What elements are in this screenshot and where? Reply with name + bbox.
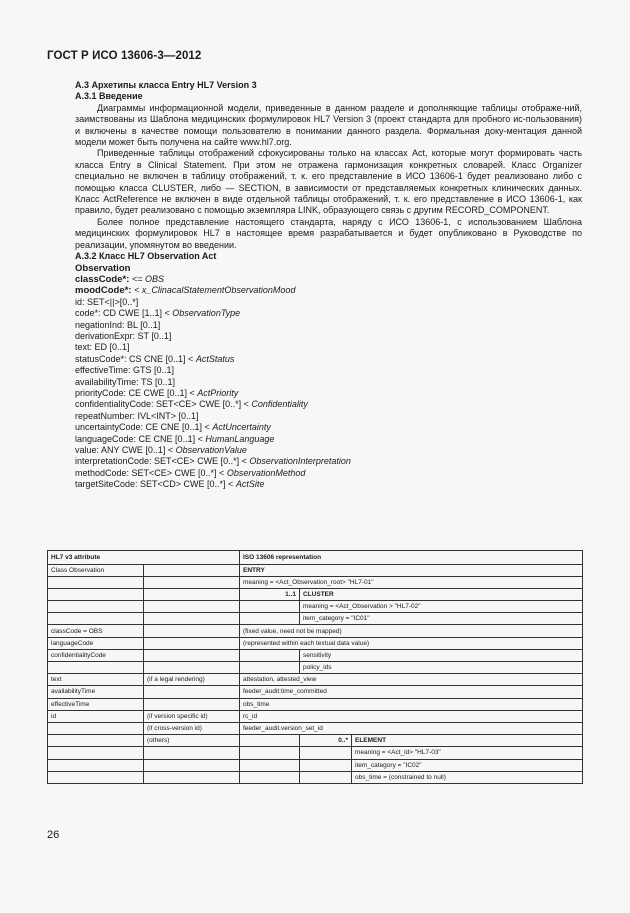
table-cell: 0..*: [300, 735, 352, 747]
table-cell: meaning = <Act_Observation > "HL7-02": [300, 601, 583, 613]
table-row: [48, 637, 583, 649]
table-cell: item_category = "IC02": [352, 759, 583, 771]
table-row: [48, 576, 583, 588]
table-cell: [144, 759, 240, 771]
table-cell: [48, 588, 144, 600]
table-row: [48, 747, 583, 759]
table-header-row: [48, 551, 583, 565]
table-row: [48, 698, 583, 710]
table-row: [48, 735, 583, 747]
table-cell: id: [48, 710, 144, 722]
attribute-line: [75, 422, 582, 433]
table-cell: [144, 588, 240, 600]
section-content: [75, 80, 582, 491]
table-cell: meaning = <Act_id> "HL7-03": [352, 747, 583, 759]
attribute-text: negationInd: BL [0..1]: [75, 319, 161, 330]
attribute-line: [75, 468, 582, 479]
document-code: ГОСТ Р ИСО 13606-3—2012: [47, 50, 202, 62]
table-cell: CLUSTER: [300, 588, 583, 600]
table-header-hl7: HL7 v3 attribute: [48, 551, 240, 565]
table-cell: [144, 601, 240, 613]
table-cell: [48, 601, 144, 613]
table-cell: [144, 662, 240, 674]
table-cell: (others): [144, 735, 240, 747]
table-row: [48, 771, 583, 783]
table-cell: [48, 662, 144, 674]
table-cell: [240, 747, 300, 759]
attribute-line: [75, 285, 582, 296]
table-cell: [144, 686, 240, 698]
table-row: [48, 649, 583, 661]
attribute-line: [75, 354, 582, 365]
table-cell: [144, 747, 240, 759]
attribute-name: classCode*:: [75, 273, 133, 285]
page-number: 26: [47, 829, 60, 841]
table-cell: (if a legal rendering): [144, 674, 240, 686]
table-cell: [240, 662, 300, 674]
table-cell: feeder_audit:time_committed: [240, 686, 583, 698]
attribute-line: [75, 297, 582, 308]
table-cell: 1..1: [240, 588, 300, 600]
table-cell: [144, 564, 240, 576]
attribute-text: languageCode: CE CNE [0..1] <: [75, 433, 206, 444]
attribute-text: code*: CD CWE [1..1] <: [75, 308, 173, 319]
attribute-line: [75, 308, 582, 319]
table-cell: [48, 613, 144, 625]
table-row: [48, 662, 583, 674]
attribute-line: [75, 365, 582, 376]
heading-a32: А.3.2 Класс HL7 Observation Act: [75, 251, 217, 262]
table-cell: [48, 759, 144, 771]
table-cell: [48, 747, 144, 759]
table-cell: [48, 722, 144, 734]
table-cell: [240, 771, 300, 783]
attribute-value: <= OBS: [132, 273, 165, 284]
mapping-table: [47, 550, 583, 784]
attribute-text: methodCode: SET<CE> CWE [0..*] <: [75, 467, 227, 478]
heading-a31: А.3.1 Введение: [75, 91, 143, 102]
table-cell: [240, 759, 300, 771]
table-row: [48, 601, 583, 613]
attribute-line: [75, 274, 582, 285]
table-row: [48, 674, 583, 686]
table-cell: [300, 771, 352, 783]
attribute-line: [75, 331, 582, 342]
attribute-text: uncertaintyCode: CE CNE [0..1] <: [75, 422, 213, 433]
table-cell: rc_id: [240, 710, 583, 722]
attribute-line: [75, 411, 582, 422]
table-cell: [144, 649, 240, 661]
attribute-type: ActStatus: [195, 353, 235, 364]
attribute-text: priorityCode: CE CWE [0..1] <: [75, 387, 198, 398]
table-cell: [144, 576, 240, 588]
table-cell: [300, 759, 352, 771]
attribute-name: moodCode*:: [75, 285, 135, 297]
table-row: [48, 625, 583, 637]
table-cell: (if version specific id): [144, 710, 240, 722]
attribute-type: Confidentiality: [251, 399, 308, 410]
table-cell: [240, 735, 300, 747]
attribute-line: [75, 434, 582, 445]
table-cell: [144, 771, 240, 783]
table-cell: (if cross-version id): [144, 722, 240, 734]
table-cell: text: [48, 674, 144, 686]
table-cell: item_category = "IC01": [300, 613, 583, 625]
table-cell: confidentialityCode: [48, 649, 144, 661]
table-cell: [240, 601, 300, 613]
table-row: [48, 613, 583, 625]
attribute-text: value: ANY CWE [0..1] <: [75, 445, 176, 455]
table-cell: [48, 576, 144, 588]
attribute-text: repeatNumber: IVL<INT> [0..1]: [75, 410, 199, 421]
table-row: [48, 710, 583, 722]
paragraph-1: Диаграммы информационной модели, приведенные в данном разделе и дополняющие таблицы отображе-ний, заимствованы из Шаблона медицинских формулировок HL7 Version 3 (проект стандарта для пробного ис-пользования) и включены в качестве помощи пользователю в понимании данного раздела. Формальная доку-ментация данной модели может быть получена на сайте www.hl7.org.: [75, 102, 582, 148]
attribute-type: ActPriority: [197, 387, 239, 398]
attribute-type: HumanLanguage: [205, 433, 275, 444]
attribute-type: ObservationType: [172, 308, 241, 319]
table-header-iso: ISO 13606 representation: [240, 551, 583, 565]
table-cell: classCode = OBS: [48, 625, 144, 637]
attribute-line: [75, 456, 582, 467]
attribute-line: [75, 377, 582, 388]
attribute-text: derivationExpr: ST [0..1]: [75, 330, 172, 341]
attribute-type: ActSite: [235, 479, 265, 490]
attribute-type: ObservationValue: [175, 445, 247, 455]
table-row: [48, 759, 583, 771]
paragraph-3: Более полное представление настоящего стандарта, наряду с ИСО 13606-1, с использованием Шаблона медицинских формулировок HL7 в настоящее время разрабатывается и будет опубликовано в Руководстве по реализации, упомянутом во введении.: [75, 216, 582, 250]
table-cell: attestation, attested_view: [240, 674, 583, 686]
attribute-text: effectiveTime: GTS [0..1]: [75, 365, 175, 376]
attribute-type: ObservationMethod: [226, 467, 306, 478]
attribute-line: [75, 399, 582, 410]
table-cell: [300, 747, 352, 759]
table-cell: obs_time: [240, 698, 583, 710]
table-cell: meaning = <Act_Observation_root> "HL7-01": [240, 576, 583, 588]
table-cell: (fixed value, need not be mapped): [240, 625, 583, 637]
attribute-line: [75, 479, 582, 490]
attribute-line: [75, 320, 582, 331]
table-row: [48, 564, 583, 576]
table-cell: obs_time = (constrained to null): [352, 771, 583, 783]
paragraph-2: Приведенные таблицы отображений сфокусированы только на классах Act, которые могут формировать часть класса Entry в Clinical Statement. При этом не отражена гармонизация конкретных словарей. Класс Organizer специально не включен в таблицу отображений, т. к. его представление в ИСО 13606-1 будет реализовано либо с помощью класса CLUSTER, либо — SECTION, в зависимости от представляемых конкретных клинических данных. Класс ActReference не включен в виде отдельной таблицы отображений, т. к. его представление в ИСО 13606-1, как правило, будет реализовано с помощью экземпляра LINK, образующего связь с другим RECORD_COMPONENT.: [75, 148, 582, 216]
attribute-text: availabilityTime: TS [0..1]: [75, 376, 176, 387]
table-cell: sensitivity: [300, 649, 583, 661]
table-cell: availabilityTime: [48, 686, 144, 698]
attribute-line: [75, 342, 582, 353]
table-cell: [144, 613, 240, 625]
table-cell: [144, 625, 240, 637]
table-row: [48, 588, 583, 600]
table-cell: effectiveTime: [48, 698, 144, 710]
attribute-text: id: SET<||>[0..*]: [75, 296, 139, 307]
observation-class-title: Observation: [75, 262, 131, 274]
heading-a3: А.3 Архетипы класса Entry HL7 Version 3: [75, 80, 257, 90]
attribute-value: < x_ClinacalStatementObservationMood: [134, 285, 296, 296]
attribute-text: text: ED [0..1]: [75, 342, 130, 353]
table-cell: policy_ids: [300, 662, 583, 674]
table-cell: [144, 637, 240, 649]
table-cell: [48, 771, 144, 783]
attribute-text: statusCode*: CS CNE [0..1] <: [75, 353, 196, 364]
attribute-type: ObservationInterpretation: [249, 456, 351, 467]
table-cell: [240, 649, 300, 661]
table-cell: ENTRY: [240, 564, 583, 576]
table-row: [48, 686, 583, 698]
attribute-line: [75, 445, 582, 456]
attribute-list: [75, 274, 582, 491]
table-cell: (represented within each textual data value): [240, 637, 583, 649]
table-cell: Class Observation: [48, 564, 144, 576]
attribute-text: targetSiteCode: SET<CD> CWE [0..*] <: [75, 479, 236, 490]
attribute-type: ActUncertainty: [212, 422, 271, 433]
table-cell: feeder_audit.version_set_id: [240, 722, 583, 734]
attribute-text: confidentialityCode: SET<CE> CWE [0..*] <: [75, 399, 252, 410]
attribute-line: [75, 388, 582, 399]
table-row: [48, 722, 583, 734]
table-cell: [144, 698, 240, 710]
table-cell: [240, 613, 300, 625]
table-cell: [48, 735, 144, 747]
attribute-text: interpretationCode: SET<CE> CWE [0..*] <: [75, 456, 250, 467]
table-cell: ELEMENT: [352, 735, 583, 747]
table-cell: languageCode: [48, 637, 144, 649]
